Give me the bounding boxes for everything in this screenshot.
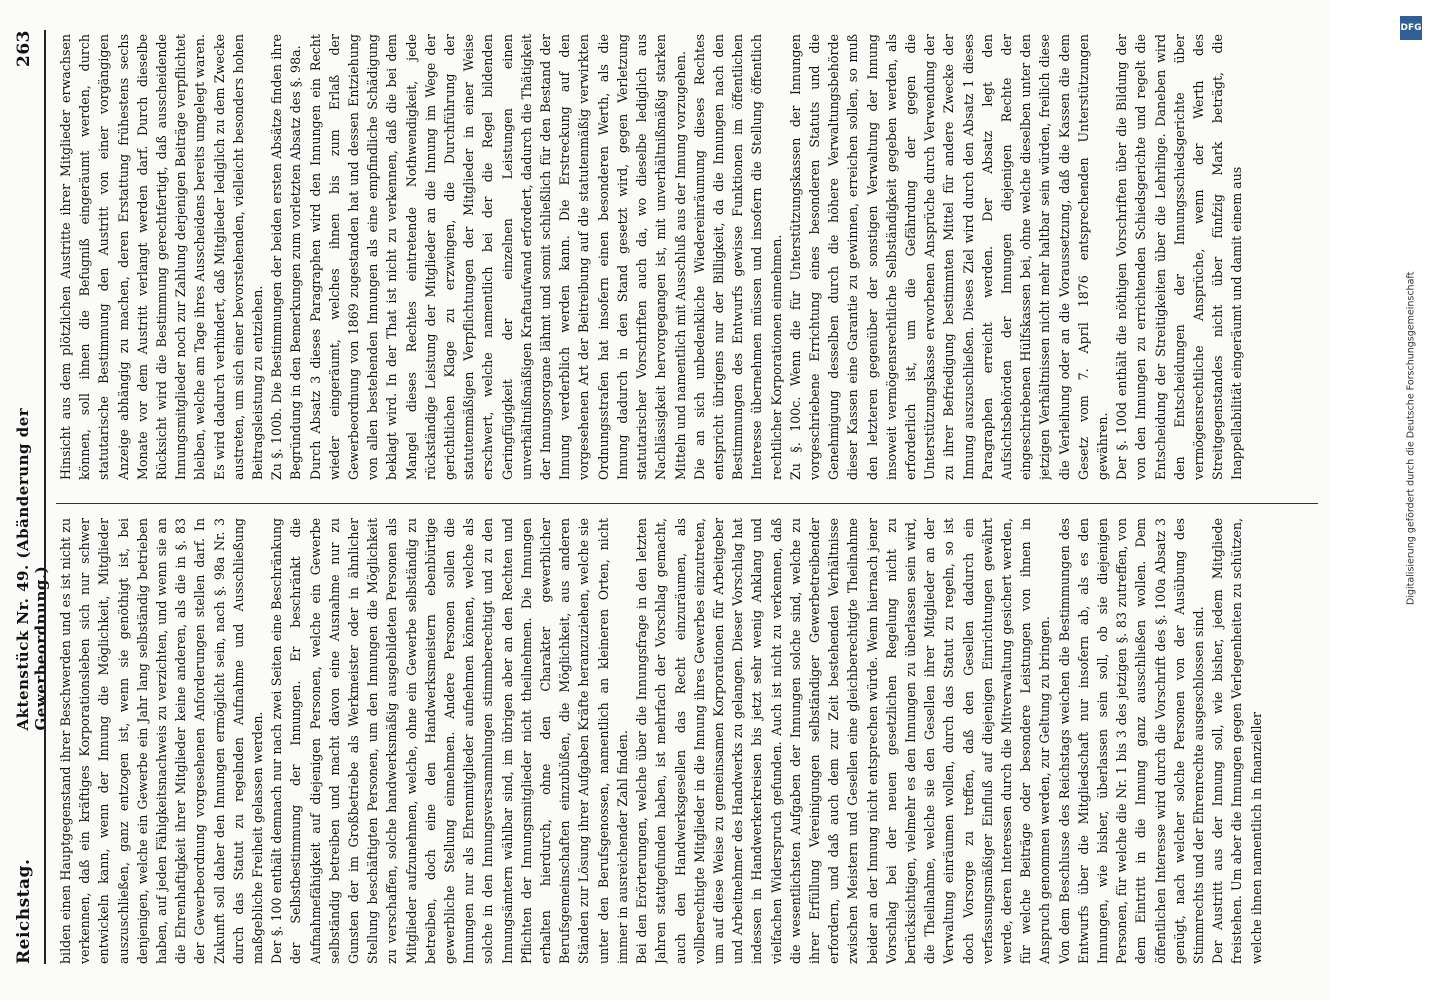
paragraph: Der Austritt aus der Innung soll, wie bisher, jedem Mitgliede freistehen. Um aber die Innungen gegen Verlegenheiten zu schützen, welche ihnen namentlich in finanzieller (1210, 518, 1264, 964)
paragraph: Die an sich unbedenkliche Wiedereinräumung dieses Rechtes entspricht übrigens nur der Billigkeit, da die Innungen nach den Bestimmungen des Entwurfs gewisse Funktionen im öffentlichen Interesse übernehmen müssen und insofern die Stellung öffentlich rechtlicher Korporationen einnehmen. (691, 34, 784, 480)
column-divider (56, 503, 1318, 504)
header-left: Reichstag. (14, 858, 34, 964)
dfg-sidebar (1390, 8, 1430, 998)
dfg-credit-text: Digitalisierung gefördert durch die Deutsche Forschungsgemeinschaft (1405, 271, 1417, 605)
paragraph: bilden einen Hauptgegenstand ihrer Beschwerden und es ist nicht zu verkennen, daß ein kräftiges Korporationsleben sich nur schwer entwickeln kann, wenn der Innung die Möglichkeit, Mitglieder auszuschließen, ganz entzogen ist, wenn sie genöthigt ist, bei denjenigen, welche ein Gewerbe ein Jahr lang selbständig betrieben haben, auf jeden Fähigkeitsnachweis zu verzichten, und wenn sie an die Ehrenhaftigkeit ihrer Mitglieder keine anderen, als die in §. 83 der Gewerbeordnung vorgesehenen Anforderungen stellen darf. In Zukunft soll daher den Innungen ermöglicht sein, nach §. 98a Nr. 3 durch das Statut zu regelnden Aufnahme und Ausschließung maßgebliche Freiheit gelassen werden. (58, 518, 266, 964)
paragraph: Bei den Erörterungen, welche über die Innungsfrage in den letzten Jahren stattgefunden haben, ist mehrfach der Vorschlag gemacht, auch den Handwerksgesellen das Recht einzuräumen, als vollberechtigte Mitglieder in die Innung ihres Gewerbes einzutreten, um auf diese Weise zu gemeinsamen Korporationen für Arbeitgeber und Arbeitnehmer des Handwerks zu gelangen. Dieser Vorschlag hat indessen in Handwerkerkreisen bis jetzt sehr wenig Anklang und vielfachen Widerspruch gefunden. Auch ist nicht zu verkennen, daß die wesentlichsten Aufgaben der Innungen solche sind, welche zu ihrer Erfüllung Vereinigungen selbständiger Gewerbetreibender erfordern, und daß auch dem zur Zeit bestehenden Verhältnisse zwischen Meistern und Gesellen eine gleichberechtigte Theilnahme beider an der Innung nicht entsprechen würde. Wenn hiernach jener Vorschlag bei der neuen gesetzlichen Regelung nicht zu berücksichtigen, vielmehr es den Innungen zu überlassen sein wird, die Theilnahme, welche sie den Gesellen ihrer Mitglieder an der Verwaltung einräumen wollen, durch das Statut zu regeln, so ist doch Vorsorge zu treffen, daß den Gesellen dadurch ein verfassungsmäßiger Einfluß auf diejenigen Einrichtungen gewährt werde, deren Interessen durch die Mitverwaltung gesichert werden, für welche Beiträge oder besondere Leistungen von ihnen in Anspruch genommen werden, zur Geltung zu bringen. (634, 518, 1053, 964)
paragraph: Von dem Beschlusse des Reichstags weichen die Bestimmungen des Entwurfs über die Mitgliedschaft nur insofern ab, als es den Innungen, wie bisher, überlassen sein soll, ob sie diejenigen Personen, für welche die Nr. 1 bis 3 des jetzigen §. 83 zutreffen, von dem Eintritt in die Innung ganz ausschließen wollen. Dem öffentlichen Interesse wird durch die Vorschrift des §. 100a Absatz 3 genügt, nach welcher solche Personen von der Ausübung des Stimmrechts und der Ehrenrechte ausgeschlossen sind. (1056, 518, 1206, 964)
page-number: 263 (14, 30, 34, 67)
paragraph: Der §. 100 enthält demnach nur nach zwei Seiten eine Beschränkung der Selbstbestimmung der Innungen. Er beschränkt die Aufnahmefähigkeit auf diejenigen Personen, welche ein Gewerbe selbständig betreiben und macht davon eine Ausnahme nur zu Gunsten der im Großbetriebe als Werkmeister oder in ähnlicher Stellung beschäftigten Personen, um den Innungen die Möglichkeit zu verschaffen, solche handwerksmäßig ausgebildeten Personen als Mitglieder aufzunehmen, welche, ohne ein Gewerbe selbständig zu betreiben, doch eine den Handwerksmeistern ebenbürtige gewerbliche Stellung einnehmen. Andere Personen sollen die Innungen nur als Ehrenmitglieder aufnehmen können, welche als solche in den Innungsversammlungen stimmberechtigt und zu den Innungsämtern wählbar sind, im übrigen aber an den Rechten und Pflichten der Innungsmitglieder nicht theilnehmen. Die Innungen erhalten hierdurch, ohne den Charakter gewerblicher Berufsgemeinschaften einzubüßen, die Möglichkeit, aus anderen Ständen zur Lösung ihrer Aufgaben Kräfte heranzuziehen, welche sie unter den Berufsgenossen, namentlich an kleineren Orten, nicht immer in ausreichender Zahl finden. (269, 518, 630, 964)
header-rule (44, 30, 46, 964)
header-title: Aktenstück Nr. 49. (Abänderung der Gewerbeordnung.) (14, 407, 50, 731)
dfg-logo: DFG (1400, 16, 1422, 40)
paragraph: Der §. 100d enthält die nöthigen Vorschriften über die Bildung der von den Innungen zu errichtenden Schiedsgerichte und regelt die Entscheidung der Streitigkeiten über die Lehrlinge. Daneben wird den Entscheidungen der Innungsschiedsgerichte über vermögensrechtliche Ansprüche, wenn der Werth des Streitgegenstandes nicht über fünfzig Mark beträgt, die Inappellabilität eingeräumt und damit einem aus (1114, 34, 1245, 480)
paragraph: Zu §. 100c. Wenn die für Unterstützungskassen der Innungen vorgeschriebene Errichtung eines besonderen Statuts und die Genehmigung desselben durch die höhere Verwaltungsbehörde dieser Kassen eine Garantie zu gewinnen, erreichen sollen, so muß den letzteren gegenüber der sonstigen Verwaltung der Innung insoweit vermögensrechtliche Selbständigkeit gegeben werden, als erforderlich ist, um die Gefährdung der gegen die Unterstützungskasse erworbenen Ansprüche durch Verwendung der zu ihrer Befriedigung bestimmten Mittel für andere Zwecke der Innung auszuschließen. Dieses Ziel wird durch den Absatz 1 dieses Paragraphen erreicht werden. Der Absatz legt den Aufsichtsbehörden der Innungen diejenigen Rechte der eingeschriebenen Hülfskassen bei, ohne welche dieselben unter den jetzigen Verhältnissen nicht mehr haltbar sein würden, freilich diese die Verleihung oder an die Voraussetzung, daß die Kassen die dem Gesetz vom 7. April 1876 entsprechenden Unterstützungen gewähren. (787, 34, 1110, 480)
paragraph: Durch Absatz 3 dieses Paragraphen wird den Innungen ein Recht wieder eingeräumt, welches ihnen bis zum Erlaß der Gewerbeordnung von 1869 zugestanden hat und dessen Entziehung von allen bestehenden Innungen als eine empfindliche Schädigung beklagt wird. In der That ist nicht zu verkennen, daß die bei dem Mangel dieses Rechtes eintretende Nothwendigkeit, jede rückständige Leistung der Mitglieder an die Innung im Wege der gerichtlichen Klage zu erzwingen, die Durchführung der statutenmäßigen Verpflichtungen der Mitglieder in einer Weise erschwert, welche namentlich bei der die Regel bildenden Geringfügigkeit der einzelnen Leistungen einen unverhältnißmäßigen Kraftaufwand erfordert, dadurch die Thätigkeit der Innungsorgane lähmt und somit schließlich für den Bestand der Innung verderblich werden kann. Die Erstreckung auf den vorgesehenen Art der Beitreibung auf die statutenmäßig verwirkten Ordnungsstrafen hat insofern einen besonderen Werth, als die Innung dadurch in den Stand gesetzt wird, gegen Verletzung statutarischer Vorschriften auch da, wo dieselbe lediglich aus Nachlässigkeit hervorgegangen ist, mit unverhältnißmäßig starken Mitteln und namentlich mit Ausschluß aus der Innung vorzugehen. (307, 34, 688, 480)
left-column (56, 518, 1318, 964)
right-column (56, 34, 1318, 480)
paragraph: Hinsicht aus dem plötzlichen Austritte ihrer Mitglieder erwachsen können, soll ihnen die Befugniß eingeräumt werden, durch statutarische Bestimmung den Austritt von einer vorgängigen Anzeige abhängig zu machen, deren Erstattung frühestens sechs Monate vor dem Austritt verlangt werden darf. Durch dieselbe Rücksicht wird die Bestimmung gerechtfertigt, daß ausscheidende Innungsmitglieder noch zur Zahlung derjenigen Beiträge verpflichtet bleiben, welche am Tage ihres Ausscheidens bereits umgelegt waren. Es wird dadurch verhindert, daß Mitglieder lediglich zu dem Zwecke austreten, um sich einer bevorstehenden, vielleicht besonders hohen Beitragsleistung zu entziehen. (58, 34, 266, 480)
paragraph: Zu §. 100b. Die Bestimmungen der beiden ersten Absätze finden ihre Begründung in den Bemerkungen zum vorletzten Absatz des §. 98a. (269, 34, 304, 480)
page-header (14, 30, 50, 964)
